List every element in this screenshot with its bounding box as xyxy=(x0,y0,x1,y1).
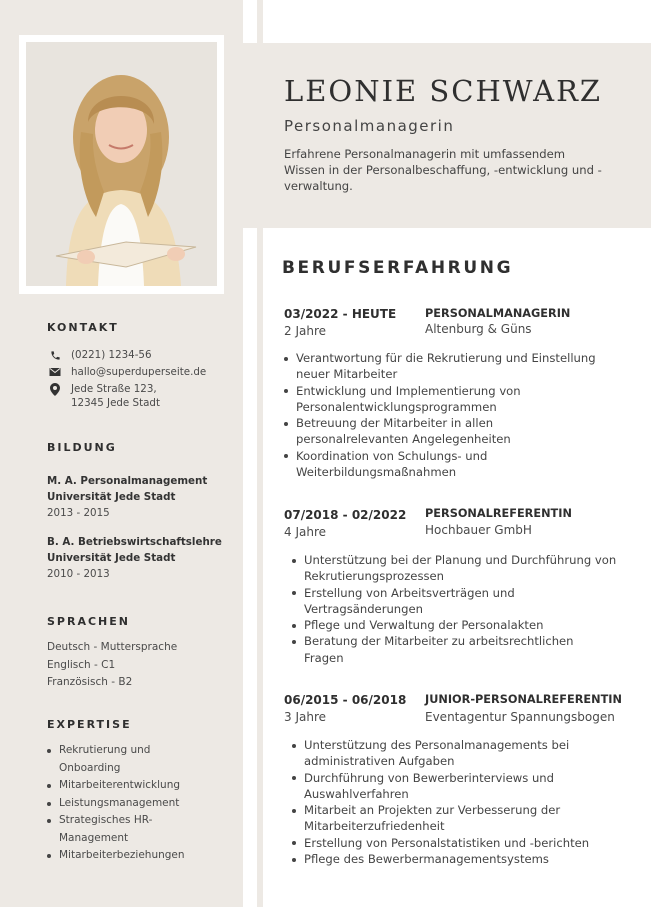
expertise-item: Rekrutierung und Onboarding xyxy=(47,742,169,777)
address-line-1: Jede Straße 123, xyxy=(71,383,157,395)
contact-address xyxy=(47,382,160,410)
contact-email xyxy=(47,365,206,379)
job-responsibilities xyxy=(292,552,622,666)
profile-photo xyxy=(26,42,217,286)
job-title: PERSONALREFERENTIN xyxy=(425,507,572,520)
education-heading: BILDUNG xyxy=(47,441,117,454)
job-duration: 3 Jahre xyxy=(284,710,326,724)
job-date: 03/2022 - HEUTE xyxy=(284,307,397,321)
job-date: 06/2015 - 06/2018 xyxy=(284,693,407,707)
expertise-item: Strategisches HR-Management xyxy=(47,812,159,847)
job-duration: 2 Jahre xyxy=(284,324,326,338)
job-company: Altenburg & Güns xyxy=(425,322,532,336)
education-school: Universität Jede Stadt xyxy=(47,552,176,564)
job-title: JUNIOR-PERSONALREFERENTIN xyxy=(425,693,622,706)
education-degree: B. A. Betriebswirtschaftslehre xyxy=(47,536,222,548)
candidate-role: Personalmanagerin xyxy=(284,117,455,135)
header-band xyxy=(243,43,651,228)
job-responsibilities xyxy=(284,350,604,480)
education-school: Universität Jede Stadt xyxy=(47,491,176,503)
job-bullet: Koordination von Schulungs- und Weiterbildungsmaßnahmen xyxy=(284,448,496,481)
job-date: 07/2018 - 02/2022 xyxy=(284,508,407,522)
language-item: Deutsch - Muttersprache xyxy=(47,641,178,653)
languages-list xyxy=(47,639,177,692)
profile-photo-illustration xyxy=(26,42,217,286)
job-bullet: Betreuung der Mitarbeiter in allen personalrelevanten Angelegenheiten xyxy=(284,415,526,448)
job-bullet: Entwicklung und Implementierung von Personalentwicklungsprogrammen xyxy=(284,383,526,416)
profile-photo-frame xyxy=(19,35,224,294)
email-address: hallo@superduperseite.de xyxy=(71,366,207,378)
mail-icon xyxy=(47,365,63,379)
languages-heading: SPRACHEN xyxy=(47,615,130,628)
job-duration: 4 Jahre xyxy=(284,525,326,539)
job-bullet: Pflege des Bewerbermanagementsystems xyxy=(292,851,622,867)
education-years: 2010 - 2013 xyxy=(47,568,110,580)
job-bullet: Durchführung von Bewerberinterviews und Auswahlverfahren xyxy=(292,770,564,803)
job-responsibilities xyxy=(292,737,622,867)
contact-phone xyxy=(47,348,152,362)
expertise-item: Mitarbeiterbeziehungen xyxy=(47,847,209,865)
job-company: Hochbauer GmbH xyxy=(425,523,532,537)
expertise-item: Mitarbeiterentwicklung xyxy=(47,777,209,795)
job-bullet: Beratung der Mitarbeiter zu arbeitsrechtlichen Fragen xyxy=(292,633,604,666)
address-line-2: 12345 Jede Stadt xyxy=(71,397,161,409)
expertise-heading: EXPERTISE xyxy=(47,718,132,731)
expertise-item: Leistungsmanagement xyxy=(47,795,209,813)
experience-heading: BERUFSERFAHRUNG xyxy=(282,258,514,278)
job-bullet: Erstellung von Personalstatistiken und -berichten xyxy=(292,835,622,851)
job-bullet: Verantwortung für die Rekrutierung und Einstellung neuer Mitarbeiter xyxy=(284,350,604,383)
candidate-name: LEONIE SCHWARZ xyxy=(284,74,603,108)
language-item: Französisch - B2 xyxy=(47,676,133,688)
job-bullet: Unterstützung bei der Planung und Durchführung von Rekrutierungsprozessen xyxy=(292,552,622,585)
job-bullet: Erstellung von Arbeitsverträgen und Vertragsänderungen xyxy=(292,585,534,618)
education-entry xyxy=(47,534,222,582)
education-years: 2013 - 2015 xyxy=(47,507,110,519)
language-item: Englisch - C1 xyxy=(47,658,116,671)
address xyxy=(71,382,160,410)
job-company: Eventagentur Spannungsbogen xyxy=(425,710,615,724)
job-bullet: Pflege und Verwaltung der Personalakten xyxy=(292,617,622,633)
education-degree: M. A. Personalmanagement xyxy=(47,475,208,487)
expertise-list xyxy=(47,742,209,865)
profile-summary: Erfahrene Personalmanagerin mit umfassendem Wissen in der Personalbeschaffung, -entwicklung und -verwaltung. xyxy=(284,147,602,193)
job-bullet: Unterstützung des Personalmanagements bei administrativen Aufgaben xyxy=(292,737,584,770)
phone-number: (0221) 1234-56 xyxy=(71,349,152,361)
location-pin-icon xyxy=(47,382,63,396)
education-entry xyxy=(47,473,207,521)
contact-heading: KONTAKT xyxy=(47,321,119,334)
job-title: PERSONALMANAGERIN xyxy=(425,307,571,320)
job-bullet: Mitarbeit an Projekten zur Verbesserung der Mitarbeiterzufriedenheit xyxy=(292,802,574,835)
phone-icon xyxy=(47,348,63,362)
